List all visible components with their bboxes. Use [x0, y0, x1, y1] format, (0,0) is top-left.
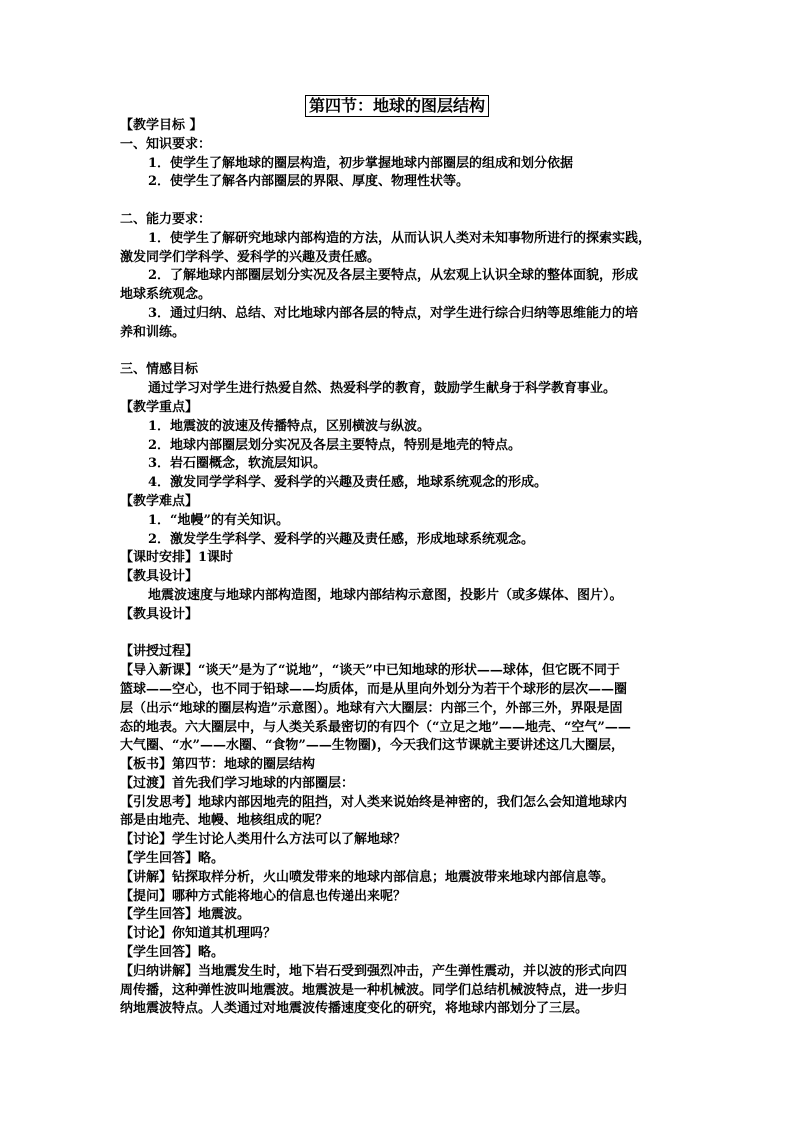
title-wrap	[0, 95, 794, 117]
spacer	[120, 192, 680, 211]
process-line: 【学生回答】略。	[120, 945, 225, 961]
ability-heading: 二、能力要求：	[120, 211, 212, 227]
process-line: 【过渡】首先我们学习地球的内部圈层：	[120, 775, 355, 791]
tools-heading-2: 【教具设计】	[120, 606, 199, 622]
process-line: 周传播，这种弹性波叫地震波。地震波是一种机械波。同学们总结机械波特点，进一步归	[120, 982, 628, 998]
key-point-item: 3．岩石圈概念，软流层知识。	[148, 456, 327, 472]
process-line: 【讨论】学生讨论人类用什么方法可以了解地球？	[120, 832, 407, 848]
schedule-line: 【课时安排】1课时	[120, 550, 234, 566]
emotion-text: 通过学习对学生进行热爱自然、热爱科学的教育，鼓励学生献身于科学教育事业。	[148, 381, 617, 397]
document-body	[120, 117, 680, 1019]
process-line: 【板书】第四节：地球的圈层结构	[120, 757, 316, 773]
knowledge-item: 2．使学生了解各内部圈层的界限、厚度、物理性状等。	[148, 174, 470, 190]
process-line: 层（出示“地球的圈层构造”示意图）。地球有六大圈层：内部三个，外部三外，界限是固	[120, 700, 623, 716]
difficulty-item: 1．“地幔”的有关知识。	[148, 512, 290, 528]
process-line: 篮球——空心，也不同于铅球——均质体，而是从里向外划分为若干个球形的层次——圈	[120, 681, 628, 697]
emotion-heading: 三、情感目标	[120, 362, 199, 378]
process-line: 【归纳讲解】当地震发生时，地下岩石受到强烈冲击，产生弹性震动，并以波的形式向四	[120, 963, 628, 979]
key-point-item: 1．地震波的波速及传播特点，区别横波与纵波。	[148, 418, 431, 434]
ability-line: 养和训练。	[120, 324, 186, 340]
process-line: 【讨论】你知道其机理吗？	[120, 926, 277, 942]
ability-line: 2．了解地球内部圈层划分实况及各层主要特点，从宏观上认识全球的整体面貌，形成	[148, 268, 639, 284]
process-line: 大气圈、“水”——水圈、“食物”——生物圈)，今天我们这节课就主要讲述这几大圈层，	[120, 738, 625, 754]
key-points-heading: 【教学重点】	[120, 399, 199, 415]
ability-line: 1．使学生了解研究地球内部构造的方法，从而认识人类对未知事物所进行的探索实践，	[148, 230, 652, 246]
tools-heading: 【教具设计】	[120, 569, 199, 585]
knowledge-item: 1．使学生了解地球的圈层构造，初步掌握地球内部圈层的组成和划分依据	[148, 155, 574, 171]
process-line: 【学生回答】略。	[120, 851, 225, 867]
process-line: 纳地震波特点。人类通过对地震波传播速度变化的研究，将地球内部划分了三层。	[120, 1001, 589, 1017]
process-line: 【引发思考】地球内部因地壳的阻挡，对人类来说始终是神密的，我们怎么会知道地球内	[120, 794, 628, 810]
objectives-heading: 【教学目标 】	[120, 118, 203, 133]
spacer	[120, 343, 680, 362]
ability-line: 激发同学们学科学、爱科学的兴趣及责任感。	[120, 249, 381, 265]
ability-line: 3．通过归纳、总结、对比地球内部各层的特点，对学生进行综合归纳等思维能力的培	[148, 305, 639, 321]
tools-text: 地震波速度与地球内部构造图，地球内部结构示意图，投影片（或多媒体、图片）。	[148, 587, 623, 603]
process-heading: 【讲授过程】	[120, 644, 199, 660]
key-point-item: 2．地球内部圈层划分实况及各层主要特点，特别是地壳的特点。	[148, 437, 522, 453]
process-line: 部是由地壳、地幔、地核组成的呢？	[120, 813, 329, 829]
difficulty-item: 2．激发学生学科学、爱科学的兴趣及责任感，形成地球系统观念。	[148, 531, 535, 547]
process-line: 【学生回答】地震波。	[120, 907, 251, 923]
ability-line: 地球系统观念。	[120, 287, 212, 303]
process-line: 【提问】哪种方式能将地心的信息也传递出来呢？	[120, 888, 407, 904]
key-point-item: 4．激发同学学科学、爱科学的兴趣及责任感，地球系统观念的形成。	[148, 475, 548, 491]
knowledge-heading: 一、知识要求：	[120, 136, 212, 152]
process-line: 【讲解】钻探取样分析，火山喷发带来的地球内部信息；地震波带来地球内部信息等。	[120, 869, 615, 885]
spacer	[120, 625, 680, 644]
page-title: 第四节：地球的图层结构	[305, 95, 489, 117]
difficulties-heading: 【教学难点】	[120, 493, 199, 509]
process-line: 【导入新课】“谈天”是为了“说地”，“谈天”中已知地球的形状——球体，但它既不同于	[120, 663, 620, 679]
process-line: 态的地表。六大圈层中，与人类关系最密切的有四个（“立足之地”——地壳、“空气”——	[120, 719, 631, 735]
